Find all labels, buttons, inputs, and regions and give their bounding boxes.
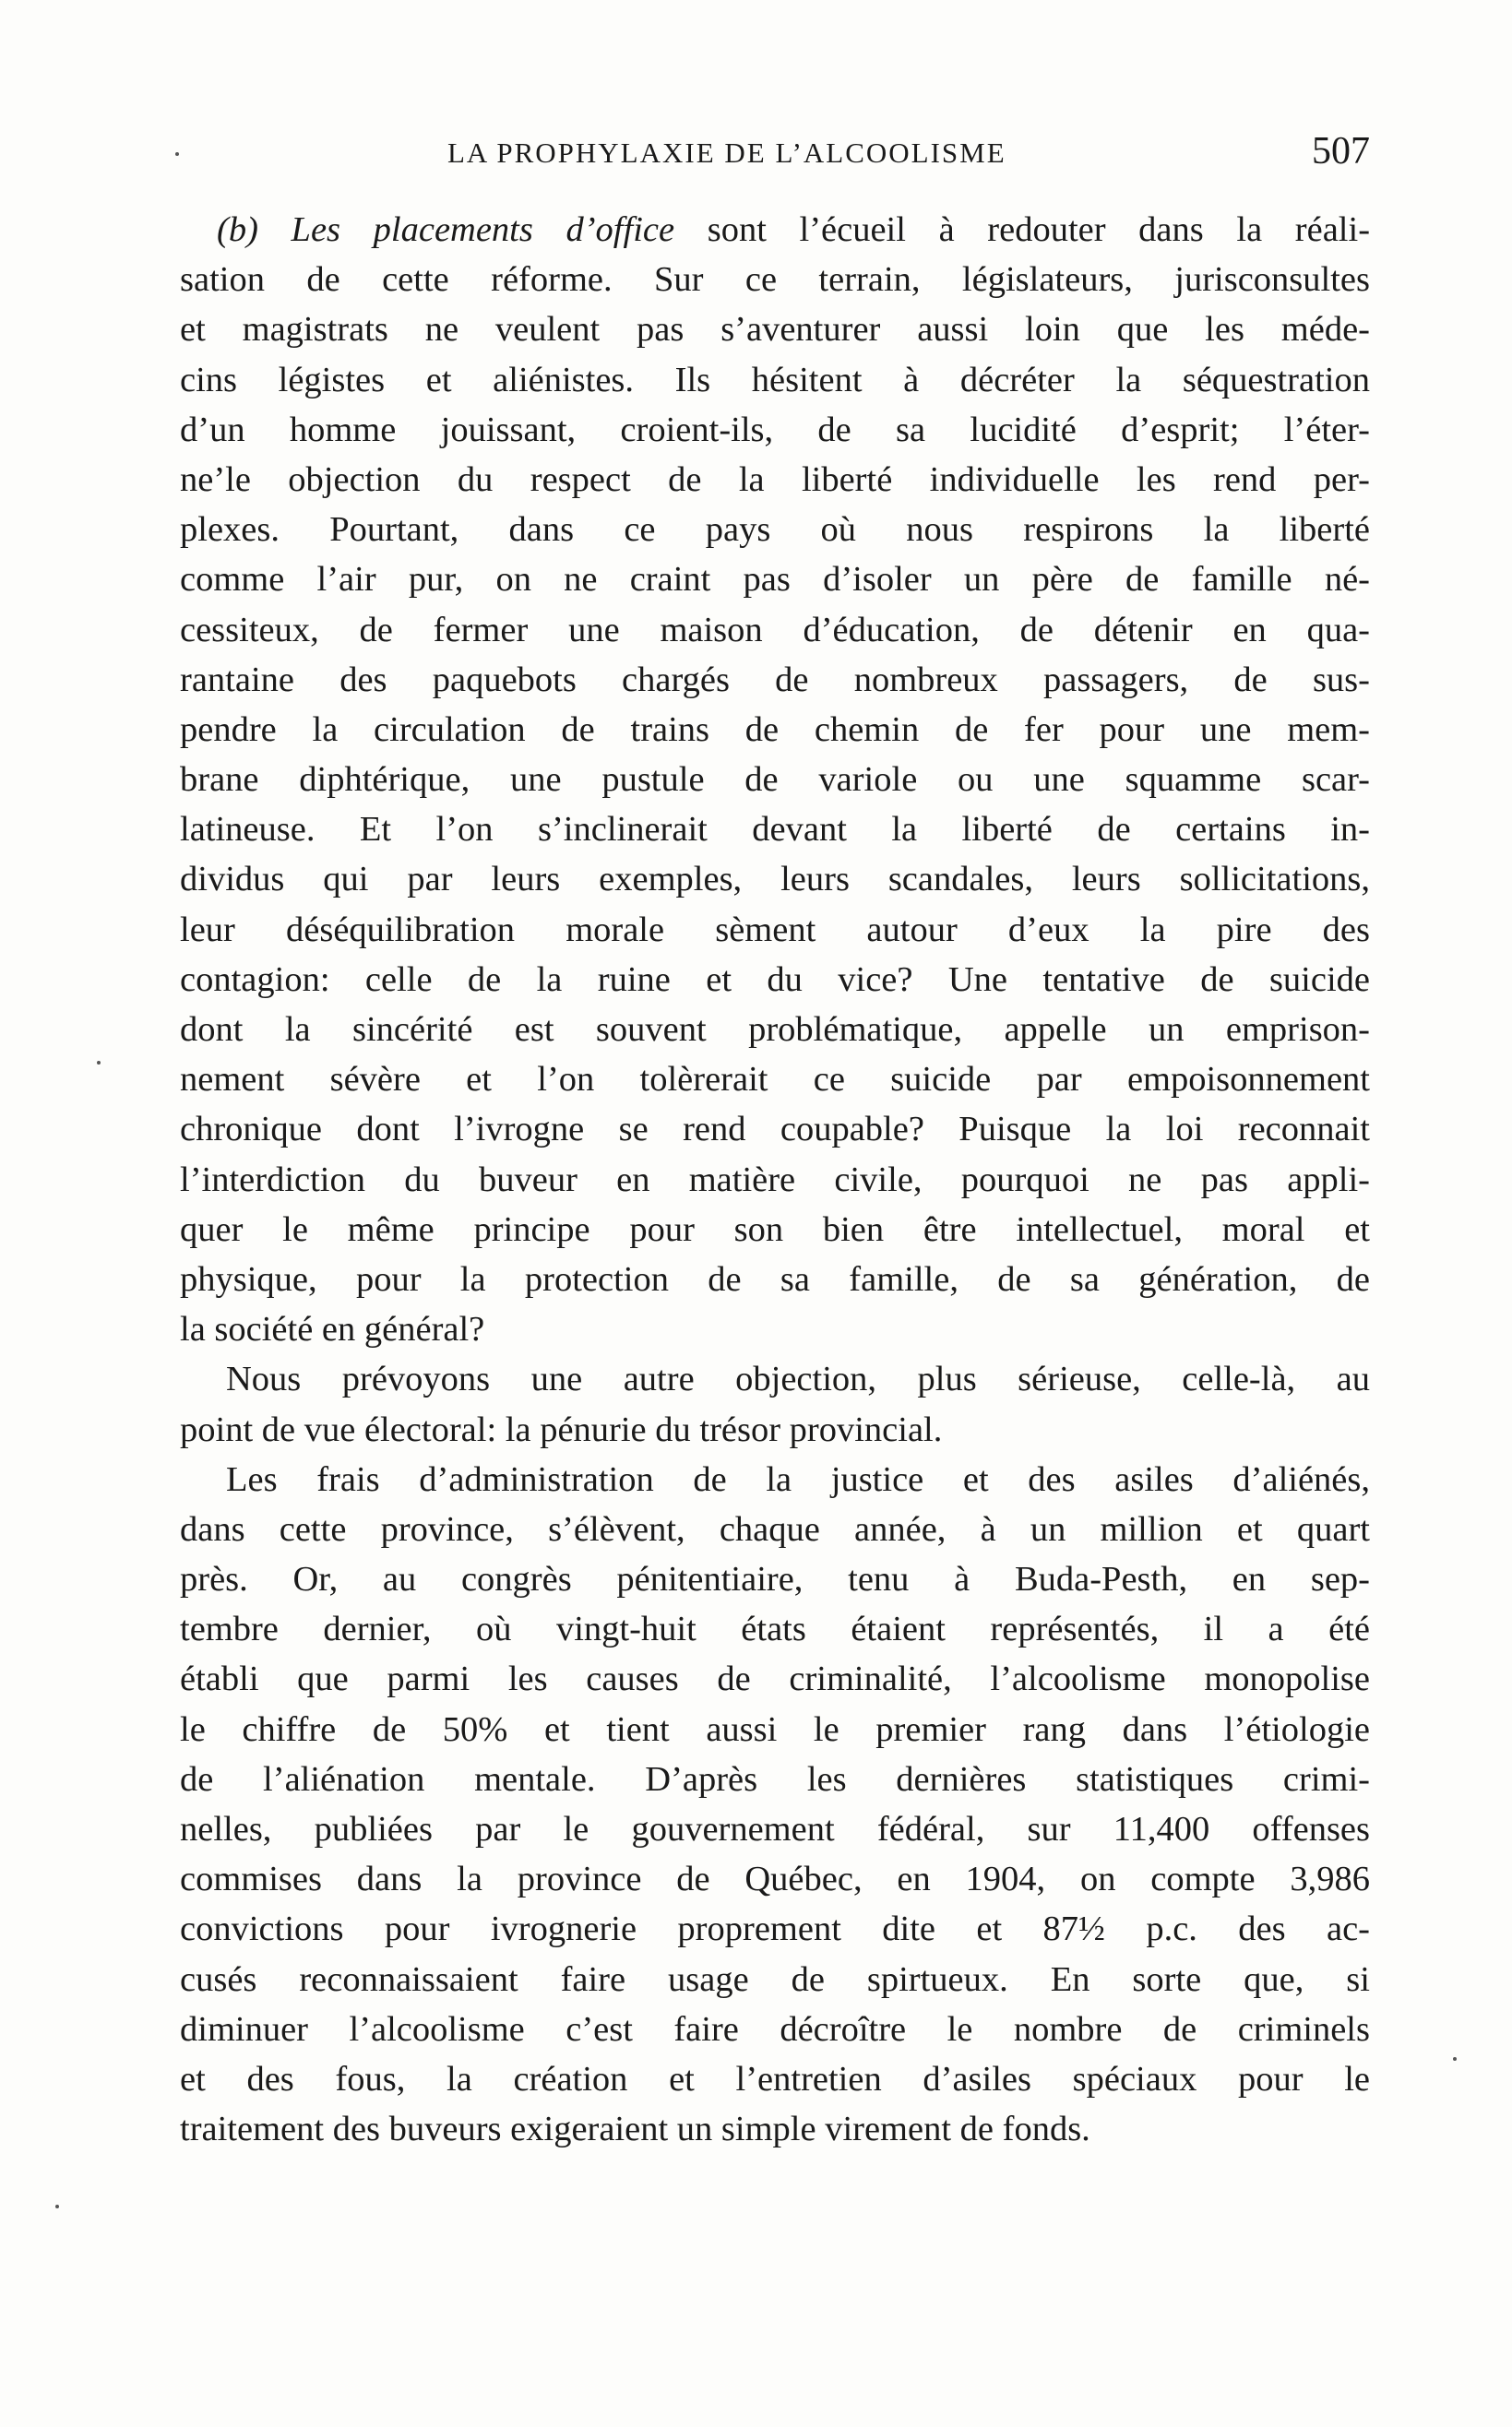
body-text [180,205,1370,2154]
text-line: dividus qui par leurs exemples, leurs scandales, leurs sollicitations, [180,860,1370,899]
text-line [180,205,1370,255]
paragraph-b [180,205,1370,1354]
running-head [180,129,1370,184]
text-line: ne’le objection du respect de la liberté individuelle les rend per- [180,459,1370,499]
text-line: cusés reconnaissaient faire usage de spirtueux. En sorte que, si [180,1959,1370,1999]
text-line: sation de cette réforme. Sur ce terrain, législateurs, jurisconsultes [180,260,1370,300]
text-line: et des fous, la création et l’entretien d’asiles spéciaux pour le [180,2059,1370,2099]
running-title: LA PROPHYLAXIE DE L’ALCOOLISME [447,137,1006,169]
text-line: rantaine des paquebots chargés de nombreux passagers, de sus- [180,660,1370,699]
text-line: le chiffre de 50% et tient aussi le premier rang dans l’étiologie [180,1709,1370,1749]
scan-speck [97,1061,101,1065]
paragraph-marker: (b) [217,210,258,249]
scan-speck [55,2205,59,2208]
text-line: quer le même principe pour son bien être intellectuel, moral et [180,1209,1370,1249]
page-number: 507 [1312,130,1370,173]
text-line: plexes. Pourtant, dans ce pays où nous respirons la liberté [180,510,1370,550]
text-line: tembre dernier, où vingt-huit états étaient représentés, il a été [180,1610,1370,1649]
text-line: près. Or, au congrès pénitentiaire, tenu à Buda-Pesth, en sep- [180,1560,1370,1600]
text-line: diminuer l’alcoolisme c’est faire décroître le nombre de criminels [180,2009,1370,2049]
text-line: traitement des buveurs exigeraient un simple virement de fonds. [180,2110,1090,2149]
text-line: commises dans la province de Québec, en 1904, on compte 3,986 [180,1860,1370,1899]
text-line: établi que parmi les causes de criminalité, l’alcoolisme monopolise [180,1660,1370,1699]
paragraph-costs [180,1455,1370,2155]
text-line: pendre la circulation de trains de chemin de fer pour une mem- [180,709,1370,749]
text-line: nelles, publiées par le gouvernement fédéral, sur 11,400 offenses [180,1810,1370,1849]
text-line: comme l’air pur, on ne craint pas d’isoler un père de famille né- [180,560,1370,600]
text-line: latineuse. Et l’on s’inclinerait devant la liberté de certains in- [180,810,1370,850]
text-line: point de vue électoral: la pénurie du trésor provincial. [180,1410,943,1449]
text-line: nement sévère et l’on tolèrerait ce suicide par empoisonnement [180,1060,1370,1100]
text-line-content: sont l’écueil à redouter dans la réali- [674,210,1371,249]
text-line: Nous prévoyons une autre objection, plus sérieuse, celle-là, au [226,1360,1370,1399]
text-line: Les frais d’administration de la justice et des asiles d’aliénés, [226,1459,1370,1499]
text-line: physique, pour la protection de sa famille, de sa génération, de [180,1259,1370,1299]
text-line: contagion: celle de la ruine et du vice? Une tentative de suicide [180,959,1370,999]
text-line: convictions pour ivrognerie proprement dite et 87½ p.c. des ac- [180,1909,1370,1949]
text-line: et magistrats ne veulent pas s’aventurer aussi loin que les méde- [180,310,1370,350]
scan-speck [1453,2057,1457,2061]
text-line: l’interdiction du buveur en matière civile, pourquoi ne pas appli- [180,1160,1370,1199]
text-line: d’un homme jouissant, croient-ils, de sa lucidité d’esprit; l’éter- [180,410,1370,449]
text-line: chronique dont l’ivrogne se rend coupable? Puisque la loi reconnait [180,1110,1370,1149]
text-line: dans cette province, s’élèvent, chaque année, à un million et quart [180,1509,1370,1549]
scan-speck [175,152,179,156]
paragraph-objection [180,1354,1370,1454]
italic-phrase: Les placements d’office [291,210,675,249]
text-line: brane diphtérique, une pustule de variole ou une squamme scar- [180,760,1370,800]
text-line: dont la sincérité est souvent problématique, appelle un emprison- [180,1010,1370,1049]
text-line: la société en général? [180,1310,485,1350]
text-line: cins légistes et aliénistes. Ils hésitent à décréter la séquestration [180,360,1370,399]
text-line: cessiteux, de fermer une maison d’éducation, de détenir en qua- [180,610,1370,649]
text-line: de l’aliénation mentale. D’après les dernières statistiques crimi- [180,1759,1370,1799]
text-line: leur déséquilibration morale sèment autour d’eux la pire des [180,910,1370,949]
